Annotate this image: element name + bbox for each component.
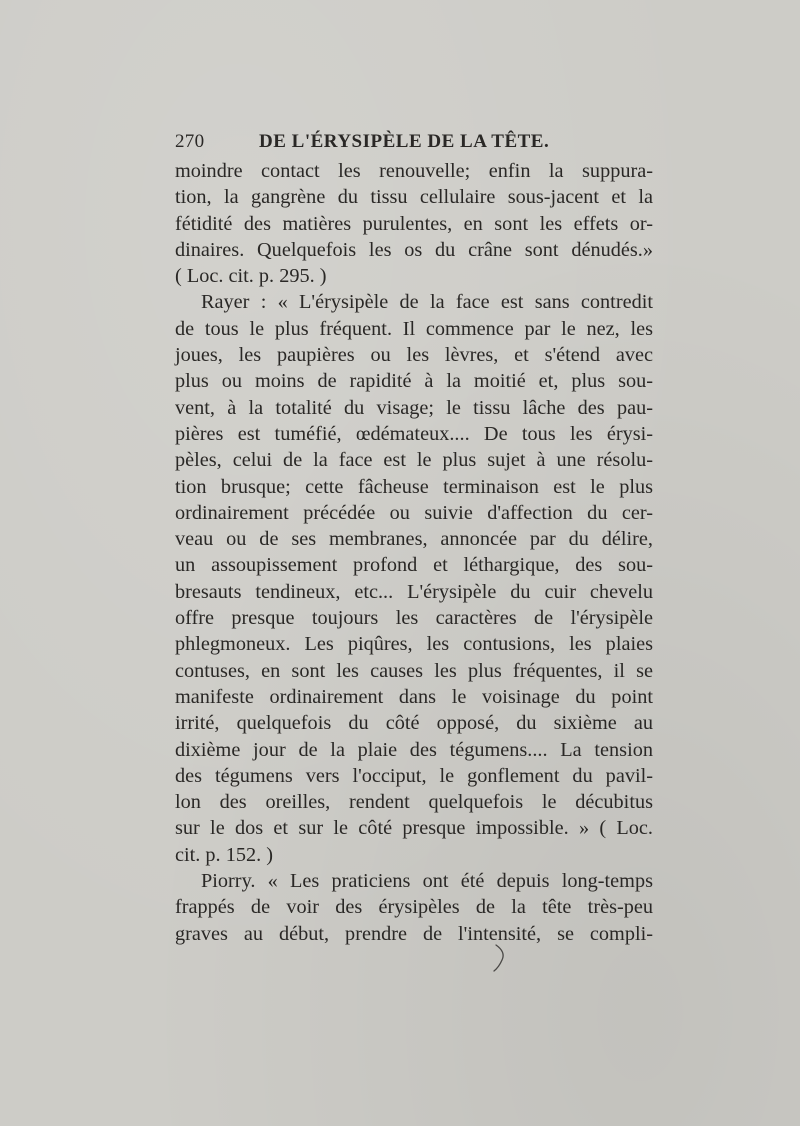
text-line: manifeste ordinairement dans le voisinage du point	[175, 685, 653, 708]
text-line: de tous le plus fréquent. Il commence par le nez, les	[175, 317, 653, 340]
text-line: ( Loc. cit. p. 295. )	[175, 265, 327, 288]
text-line: Piorry. « Les praticiens ont été depuis long-temps	[201, 870, 653, 893]
text-line: plus ou moins de rapidité à la moitié et, plus sou-	[175, 370, 653, 393]
text-line: veau ou de ses membranes, annoncée par du délire,	[175, 528, 653, 551]
body-text	[175, 158, 653, 947]
page-header	[175, 131, 655, 159]
text-line: joues, les paupières ou les lèvres, et s'étend avec	[175, 344, 653, 367]
text-line: dixième jour de la plaie des tégumens.... La tension	[175, 738, 653, 761]
text-line: fétidité des matières purulentes, en sont les effets or-	[175, 212, 653, 235]
text-line: pières est tuméfié, œdémateux.... De tous les érysi-	[175, 422, 653, 445]
text-line: moindre contact les renouvelle; enfin la suppura-	[175, 160, 653, 182]
text-line: frappés de voir des érysipèles de la tête très-peu	[175, 896, 653, 919]
text-line: phlegmoneux. Les piqûres, les contusions, les plaies	[175, 633, 653, 656]
text-line: cit. p. 152. )	[175, 843, 274, 866]
text-line: sur le dos et sur le côté presque impossible. » ( Loc.	[175, 817, 653, 840]
text-line: bresauts tendineux, etc... L'érysipèle du cuir chevelu	[175, 580, 653, 603]
text-line: graves au début, prendre de l'intensité, se compli-	[175, 922, 653, 945]
text-line: pèles, celui de la face est le plus sujet à une résolu-	[175, 449, 653, 472]
text-line: ordinairement précédée ou suivie d'affection du cer-	[175, 501, 653, 524]
text-line: vent, à la totalité du visage; le tissu lâche des pau-	[175, 396, 653, 419]
text-line: contuses, en sont les causes les plus fréquentes, il se	[175, 659, 653, 682]
page-number: 270	[175, 131, 205, 152]
text-line: offre presque toujours les caractères de l'érysipèle	[175, 607, 653, 630]
text-line: irrité, quelquefois du côté opposé, du sixième au	[175, 712, 653, 735]
running-title: DE L'ÉRYSIPÈLE DE LA TÊTE.	[259, 131, 550, 152]
text-line: Rayer : « L'érysipèle de la face est sans contredit	[201, 291, 653, 314]
text-line: dinaires. Quelquefois les os du crâne sont dénudés.»	[175, 238, 653, 261]
text-line: lon des oreilles, rendent quelquefois le décubitus	[175, 791, 653, 814]
text-line: tion brusque; cette fâcheuse terminaison est le plus	[175, 475, 653, 498]
text-line: tion, la gangrène du tissu cellulaire sous-jacent et la	[175, 186, 653, 209]
pencil-mark-icon	[490, 942, 510, 974]
text-line: des tégumens vers l'occiput, le gonflement du pavil-	[175, 764, 653, 787]
text-line: un assoupissement profond et léthargique, des sou-	[175, 554, 653, 577]
